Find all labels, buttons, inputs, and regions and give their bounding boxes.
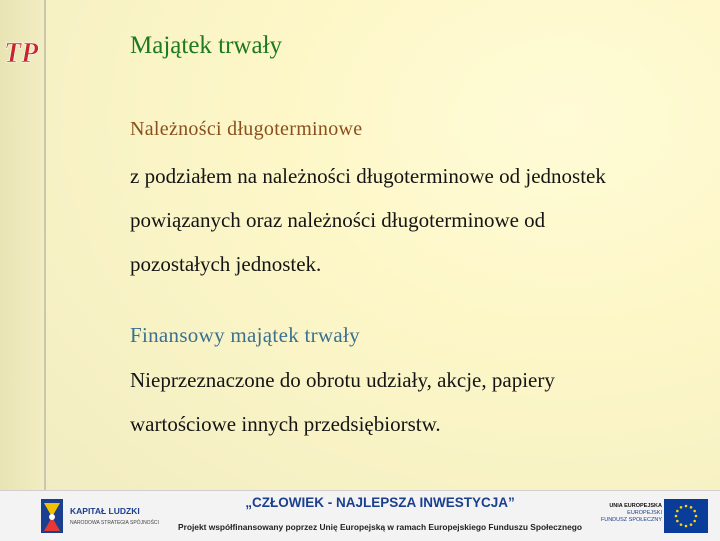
eu-star [690,523,693,526]
eu-star [695,515,698,518]
eu-star [685,525,688,528]
eu-logo-line: EUROPEJSKI [627,510,662,516]
eu-star [685,505,688,508]
eu-star [676,520,679,523]
tp-logo-icon [2,34,42,70]
section2-body [130,358,700,446]
section1-line: z podziałem na należności długoterminowe od jednostek [130,164,606,188]
left-frame [0,0,46,490]
kapital-ludzki-logo [40,497,160,537]
kapital-ludzki-subtitle: NARODOWA STRATEGIA SPÓJNOŚCI [70,520,159,526]
eu-star [680,523,683,526]
section2-line: Nieprzeznaczone do obrotu udziały, akcje, papiery [130,368,555,392]
footer-banner [0,490,720,541]
section1-body [130,154,700,286]
slide-title: Majątek trwały [130,32,283,59]
eu-star [676,510,679,513]
footer-project-line: Projekt współfinansowany poprzez Unię Europejską w ramach Europejskiego Funduszu Społecznego [178,522,582,532]
footer-slogan: „CZŁOWIEK - NAJLEPSZA INWESTYCJA” [245,495,515,510]
eu-star [680,506,683,509]
section2-line: wartościowe innych przedsiębiorstw. [130,412,441,436]
section1-heading: Należności długoterminowe [130,118,363,140]
eu-logo-text [594,503,662,524]
eu-star [693,520,696,523]
eu-star [693,510,696,513]
eu-flag-icon [664,499,708,533]
section2-heading: Finansowy majątek trwały [130,323,360,347]
eu-star [675,515,678,518]
section1-line: pozostałych jednostek. [130,252,322,276]
kapital-ludzki-mark-icon [40,497,66,535]
section1-line: powiązanych oraz należności długoterminowe od [130,208,546,232]
svg-text:TP: TP [4,38,39,69]
eu-star [690,506,693,509]
eu-logo-line: FUNDUSZ SPOŁECZNY [600,517,662,523]
eu-logo-line: UNIA EUROPEJSKA [609,503,662,509]
kapital-ludzki-name: KAPITAŁ LUDZKI [70,506,140,516]
